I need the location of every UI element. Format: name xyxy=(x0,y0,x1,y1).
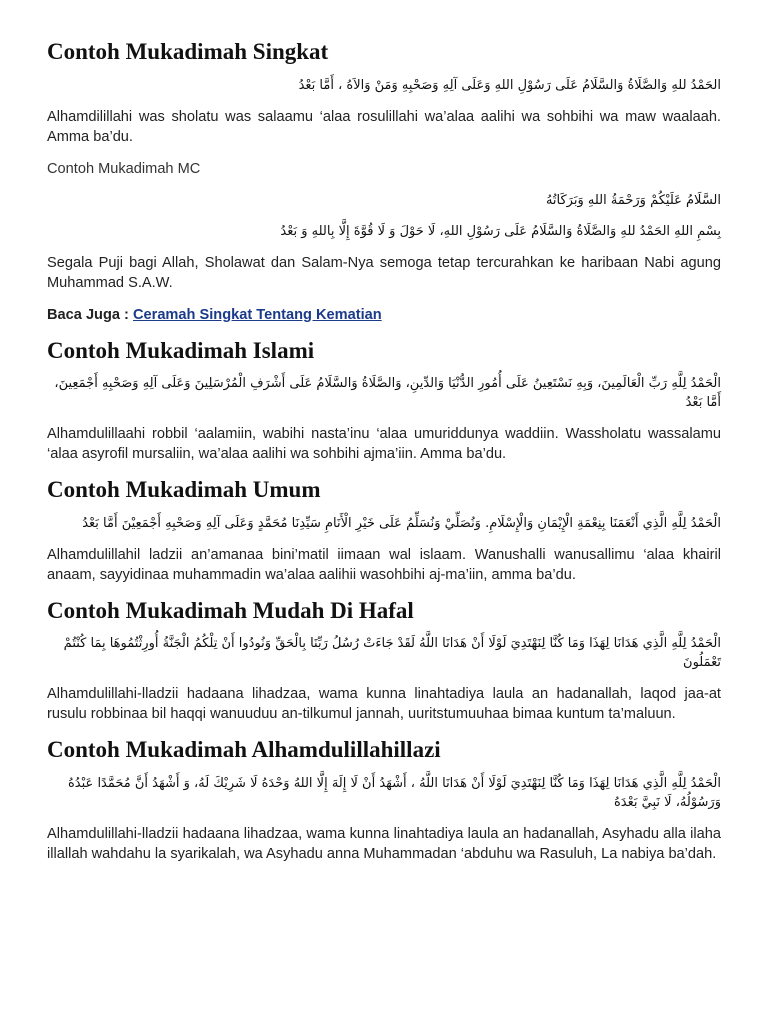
transliteration-text: Alhamdulillahi-lladzii hadaana lihadzaa, wama kunna linahtadiya laula an hadanallah, laqod jaa-at rusulu robbinaa bil haqqi wanuuduu an-tilkumul jannah, uuritstumuuhaa bimaa kuntum ta’maluun. xyxy=(47,686,721,723)
transliteration-text: Alhamdulillahi-lladzii hadaana lihadzaa, wama kunna linahtadiya laula an hadanallah, Asyhadu alla ilaha illallah wahdahu la syarikalah, wa Asyhadu anna Muhammadan ‘abduhu wa Rasuluh, La nabiya ba’dah. xyxy=(47,825,721,862)
arabic-text: الحَمْدُ للهِ وَالصَّلَاةُ وَالسَّلَامُ عَلَى رَسُوْلِ اللهِ وَعَلَى آلِهِ وَصَحْبِهِ وَمَنْ وَالاَهُ ، أَمَّا بَعْدُ xyxy=(298,77,721,93)
transliteration-text: Alhamdilillahi was sholatu was salaamu ‘alaa rosulillahi wa’alaa aalihi wa sohbihi wa maw waalaah. Amma ba’du. xyxy=(47,108,721,145)
arabic-text: الْحَمْدُ لِلَّهِ الَّذِي هَدَانَا لِهَذَا وَمَا كُنَّا لِنَهْتَدِيَ لَوْلَا أَنْ هَدَانَا اللَّهُ لَقَدْ جَاءَتْ رُسُلُ رَبِّنَا بِالْحَقِّ وَنُودُوا أَنْ تِلْكُمُ الْجَنَّةُ أُورِثْتُمُوهَا بِمَا كُنْتُمْ تَعْمَلُونَ xyxy=(63,636,721,671)
baca-juga xyxy=(47,305,721,325)
mc-label: Contoh Mukadimah MC xyxy=(47,160,201,177)
arabic-salam-text: السَّلَامُ عَلَيْكُمْ وَرَحْمَةُ اللهِ وَبَرَكَاتُهُ xyxy=(545,192,721,208)
section-title: Contoh Mukadimah Mudah Di Hafal xyxy=(47,597,414,623)
baca-juga-link[interactable]: Ceramah Singkat Tentang Kematian xyxy=(132,306,382,323)
section-title: Contoh Mukadimah Umum xyxy=(47,477,321,503)
translation-text: Segala Puji bagi Allah, Sholawat dan Salam-Nya semoga tetap tercurahkan ke haribaan Nabi agung Muhammad S.A.W. xyxy=(47,254,721,291)
transliteration-text: Alhamdulillahil ladzii an’amanaa bini’matil iimaan wal islaam. Wanushalli wanusallimu ‘alaa khairil anaam, sayyidinaa muhammadin wa’alaa aalihii wasohbihi aj-ma’iin, amma ba’du. xyxy=(47,546,721,583)
section-mukadimah-mudah xyxy=(47,597,721,725)
section-mukadimah-mc xyxy=(47,159,721,293)
arabic-text: الْحَمْدُ لِلَّهِ رَبِّ الْعَالَمِينَ، وَبِهِ نَسْتَعِينُ عَلَى أُمُورِ الدُّنْيَا وَالدِّينِ، وَالصَّلَاةُ وَالسَّلَامُ عَلَى أَشْرَفِ الْمُرْسَلِينَ وَعَلَى آلِهِ وَصَحْبِهِ أَجْمَعِينَ، أَمَّا بَعْدُ xyxy=(54,376,721,411)
section-mukadimah-singkat xyxy=(47,38,721,147)
section-title: Contoh Mukadimah Alhamdulillahillazi xyxy=(47,737,441,763)
arabic-text: الْحَمْدُ لِلَّهِ الَّذِي هَدَانَا لِهَذَا وَمَا كُنَّا لِنَهْتَدِيَ لَوْلَا أَنْ هَدَانَا اللَّهُ ، أَشْهَدُ أَنْ لَا إِلَهَ إِلَّا اللهُ وَحْدَهُ لَا شَرِيْكَ لَهُ، وَ أَشْهَدُ أَنَّ مُحَمَّدًا عَبْدُهُ وَرَسُوْلُهُ، لَا نَبِيَّ بَعْدَهُ xyxy=(68,775,721,810)
section-mukadimah-alhamdulillahillazi xyxy=(47,736,721,864)
section-title: Contoh Mukadimah Singkat xyxy=(47,39,329,64)
transliteration-text: Alhamdulillaahi robbil ‘aalamiin, wabihi nasta’inu ‘alaa umuriddunya waddiin. Wassholatu wassalamu ‘alaa asyrofil mursaliin, wa’alaa aalihi wa sohbihi ajma’iin. Amma ba’du. xyxy=(47,426,721,463)
arabic-text: الْحَمْدُ لِلَّهِ الَّذِي أَنْعَمَنَا بِنِعْمَةِ الْإِيْمَانِ وَالْإِسْلَامِ. وَنُصَلِّيْ وَنُسَلِّمُ عَلَى خَيْرِ الْأَنَامِ سَيِّدِنَا مُحَمَّدٍ وَعَلَى آلِهِ وَصَحْبِهِ أَجْمَعِيْنَ أَمَّا بَعْدُ xyxy=(82,515,721,531)
section-mukadimah-islami xyxy=(47,337,721,465)
section-mukadimah-umum xyxy=(47,476,721,585)
section-title: Contoh Mukadimah Islami xyxy=(47,337,315,363)
baca-juga-label: Baca Juga : xyxy=(47,306,133,323)
arabic-bismillah-text: بِسْمِ اللهِ الحَمْدُ للهِ وَالصَّلَاةُ وَالسَّلَامُ عَلَى رَسُوْلِ اللهِ، لَا حَوْلَ وَ لَا قُوَّةَ إِلَّا بِاللهِ وَ بَعْدُ xyxy=(280,223,721,239)
